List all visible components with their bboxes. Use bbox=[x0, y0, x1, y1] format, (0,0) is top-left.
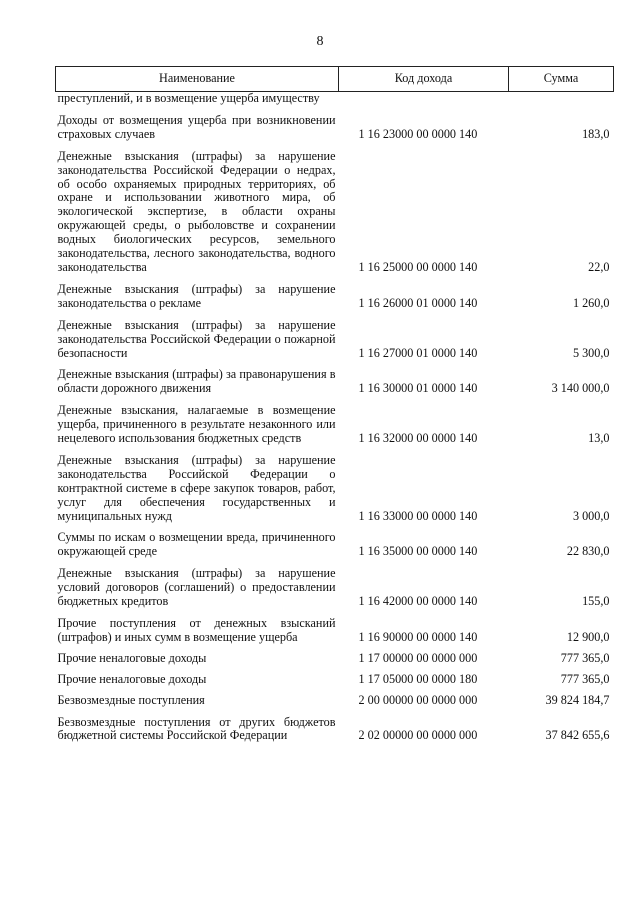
row-name: Доходы от возмещения ущерба при возникновении страховых случаев bbox=[57, 112, 336, 141]
table-row bbox=[56, 106, 614, 142]
row-code bbox=[339, 92, 509, 106]
row-sum: 13,0 bbox=[588, 431, 610, 446]
table-row bbox=[56, 687, 614, 708]
row-code: 2 02 00000 00 0000 000 bbox=[358, 728, 478, 743]
table-row bbox=[56, 275, 614, 311]
row-name: Суммы по искам о возмещении вреда, причиненного окружающей среде bbox=[57, 530, 336, 559]
row-name: Безвозмездные поступления bbox=[57, 692, 205, 707]
table-row bbox=[56, 708, 614, 744]
row-name: Безвозмездные поступления от других бюджетов бюджетной системы Российской Федерации bbox=[57, 714, 336, 743]
row-code: 1 17 00000 00 0000 000 bbox=[358, 650, 478, 665]
row-name: преступлений, и в возмещение ущерба имуществу bbox=[57, 91, 320, 105]
table-row bbox=[56, 311, 614, 361]
table-row bbox=[56, 559, 614, 609]
row-name: Денежные взыскания, налагаемые в возмещение ущерба, причиненного в результате незаконного или нецелевого использования бюджетных средств bbox=[57, 403, 336, 446]
row-sum: 39 824 184,7 bbox=[545, 692, 610, 707]
row-code: 1 16 25000 00 0000 140 bbox=[358, 259, 478, 274]
table-row bbox=[56, 92, 614, 106]
row-sum: 183,0 bbox=[582, 126, 610, 141]
row-name: Прочие неналоговые доходы bbox=[57, 650, 207, 665]
row-code: 1 16 32000 00 0000 140 bbox=[358, 431, 478, 446]
table-row bbox=[56, 142, 614, 275]
row-code: 1 16 30000 01 0000 140 bbox=[358, 381, 478, 396]
row-sum: 12 900,0 bbox=[566, 629, 610, 644]
table-row bbox=[56, 446, 614, 524]
table-row bbox=[56, 666, 614, 687]
row-sum: 777 365,0 bbox=[560, 650, 610, 665]
header-sum: Сумма bbox=[509, 67, 614, 92]
row-code: 1 16 90000 00 0000 140 bbox=[358, 629, 478, 644]
row-name: Денежные взыскания (штрафы) за нарушение законодательства Российской Федерации о недрах, об особо охраняемых природных территориях, об охране и использовании животного мира, об экологической экспертизе, в области охраны окружающей среды, о рыболовстве и сохранении водных биологических ресурсов, земельного законодательства, лесного законодательства, водного законодательства bbox=[57, 148, 336, 274]
table-row bbox=[56, 523, 614, 559]
row-sum: 155,0 bbox=[582, 594, 610, 609]
row-code: 1 17 05000 00 0000 180 bbox=[358, 671, 478, 686]
income-table bbox=[55, 66, 614, 743]
table-row bbox=[56, 609, 614, 645]
row-sum: 777 365,0 bbox=[560, 671, 610, 686]
row-name: Прочие поступления от денежных взысканий (штрафов) и иных сумм в возмещение ущерба bbox=[57, 616, 336, 644]
row-sum: 22,0 bbox=[588, 259, 610, 274]
row-code: 1 16 26000 01 0000 140 bbox=[358, 295, 478, 310]
row-name: Денежные взыскания (штрафы) за правонарушения в области дорожного движения bbox=[57, 367, 336, 396]
table-row bbox=[56, 360, 614, 396]
row-sum: 37 842 655,6 bbox=[545, 728, 610, 743]
page-number: 8 bbox=[316, 34, 324, 49]
row-code: 2 00 00000 00 0000 000 bbox=[358, 692, 478, 707]
row-name: Денежные взыскания (штрафы) за нарушение законодательства Российской Федерации о контрактной системе в сфере закупок товаров, работ, услуг для обеспечения государственных и муниципальных нужд bbox=[57, 452, 336, 523]
row-name: Денежные взыскания (штрафы) за нарушение законодательства о рекламе bbox=[57, 281, 336, 310]
table-row bbox=[56, 645, 614, 666]
row-sum: 5 300,0 bbox=[572, 345, 610, 360]
row-code: 1 16 35000 00 0000 140 bbox=[358, 544, 478, 559]
row-code: 1 16 33000 00 0000 140 bbox=[358, 508, 478, 523]
table-header-row bbox=[56, 67, 614, 92]
header-name: Наименование bbox=[56, 67, 339, 92]
row-name: Денежные взыскания (штрафы) за нарушение законодательства Российской Федерации о пожарной безопасности bbox=[57, 317, 336, 360]
table-row bbox=[56, 396, 614, 446]
row-code: 1 16 23000 00 0000 140 bbox=[358, 126, 478, 141]
row-sum: 22 830,0 bbox=[566, 544, 610, 559]
row-code: 1 16 42000 00 0000 140 bbox=[358, 594, 478, 609]
header-code: Код дохода bbox=[339, 67, 509, 92]
row-name: Денежные взыскания (штрафы) за нарушение условий договоров (соглашений) о предоставлении бюджетных кредитов bbox=[57, 566, 336, 609]
row-sum: 1 260,0 bbox=[572, 295, 610, 310]
row-sum: 3 000,0 bbox=[572, 508, 610, 523]
row-code: 1 16 27000 01 0000 140 bbox=[358, 345, 478, 360]
row-sum bbox=[509, 92, 614, 106]
row-sum: 3 140 000,0 bbox=[551, 381, 610, 396]
row-name: Прочие неналоговые доходы bbox=[57, 671, 207, 686]
